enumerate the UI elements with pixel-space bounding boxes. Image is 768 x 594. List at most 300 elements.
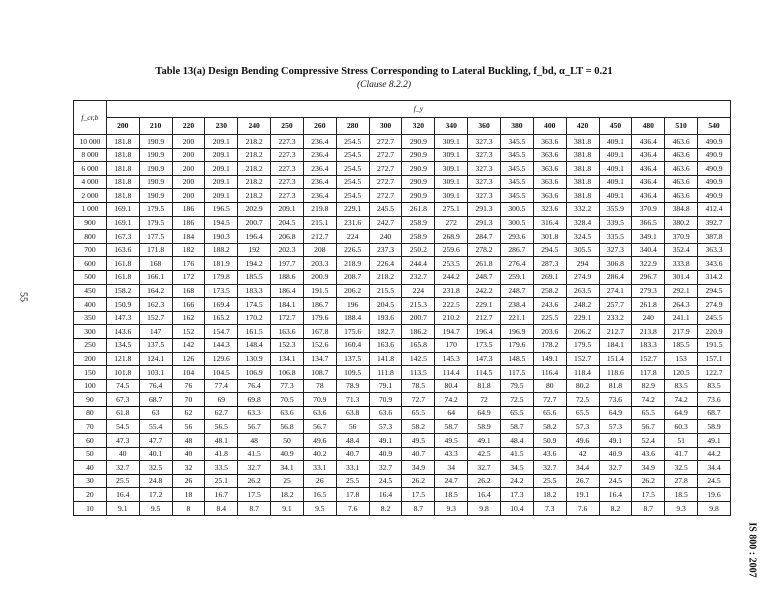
table-cell: 227.3 xyxy=(271,135,304,149)
table-row xyxy=(74,474,731,488)
row-label-fcr: 60 xyxy=(74,434,107,448)
table-cell: 196 xyxy=(336,298,369,312)
standard-label: IS 800 : 2007 xyxy=(746,522,758,578)
table-cell: 81.8 xyxy=(599,379,632,393)
table-cell: 222.5 xyxy=(435,298,468,312)
table-cell: 240 xyxy=(369,230,402,244)
table-cell: 49.1 xyxy=(599,434,632,448)
table-cell: 49.1 xyxy=(698,434,731,448)
row-label-fcr: 90 xyxy=(74,393,107,407)
table-cell: 58.2 xyxy=(533,420,566,434)
table-cell: 179.6 xyxy=(500,338,533,352)
table-row xyxy=(74,257,731,271)
table-cell: 409.1 xyxy=(599,189,632,203)
table-body xyxy=(74,135,731,516)
table-cell: 17.2 xyxy=(139,488,172,502)
table-row xyxy=(74,325,731,339)
table-cell: 258.9 xyxy=(402,230,435,244)
table-cell: 259.6 xyxy=(435,243,468,257)
row-label-fcr: 150 xyxy=(74,366,107,380)
table-cell: 236.4 xyxy=(303,135,336,149)
table-cell: 363.6 xyxy=(533,162,566,176)
table-cell: 272 xyxy=(435,216,468,230)
table-cell: 9.1 xyxy=(106,502,139,516)
table-cell: 160.4 xyxy=(336,338,369,352)
table-cell: 41.5 xyxy=(238,447,271,461)
table-cell: 72 xyxy=(468,393,501,407)
table-cell: 58.9 xyxy=(698,420,731,434)
table-cell: 143.6 xyxy=(106,325,139,339)
table-cell: 218.2 xyxy=(238,189,271,203)
table-cell: 245.5 xyxy=(369,202,402,216)
table-cell: 50 xyxy=(271,434,304,448)
table-cell: 191.5 xyxy=(698,338,731,352)
table-cell: 154.7 xyxy=(205,325,238,339)
table-cell: 274.9 xyxy=(566,270,599,284)
table-cell: 175.6 xyxy=(336,325,369,339)
table-cell: 381.8 xyxy=(566,189,599,203)
table-cell: 101.8 xyxy=(106,366,139,380)
table-cell: 182.7 xyxy=(369,325,402,339)
table-row xyxy=(74,189,731,203)
table-cell: 49.5 xyxy=(402,434,435,448)
table-cell: 200 xyxy=(172,135,205,149)
table-cell: 409.1 xyxy=(599,135,632,149)
table-cell: 363.6 xyxy=(533,189,566,203)
table-cell: 212.7 xyxy=(599,325,632,339)
table-cell: 381.8 xyxy=(566,135,599,149)
table-cell: 152.3 xyxy=(271,338,304,352)
table-cell: 150.9 xyxy=(106,298,139,312)
table-cell: 170 xyxy=(435,338,468,352)
table-cell: 142.5 xyxy=(402,352,435,366)
table-cell: 56 xyxy=(172,420,205,434)
table-row xyxy=(74,502,731,516)
table-cell: 16.4 xyxy=(369,488,402,502)
table-cell: 333.8 xyxy=(665,257,698,271)
table-cell: 9.5 xyxy=(303,502,336,516)
table-cell: 218.2 xyxy=(238,148,271,162)
col-header-fy: 220 xyxy=(172,118,205,135)
table-cell: 293.6 xyxy=(500,230,533,244)
table-cell: 185.5 xyxy=(665,338,698,352)
table-cell: 206.8 xyxy=(271,230,304,244)
table-cell: 164.2 xyxy=(139,284,172,298)
table-cell: 258.2 xyxy=(533,284,566,298)
table-cell: 181.8 xyxy=(106,175,139,189)
table-cell: 272.7 xyxy=(369,148,402,162)
table-cell: 204.5 xyxy=(271,216,304,230)
row-label-fcr: 800 xyxy=(74,230,107,244)
table-cell: 490.9 xyxy=(698,148,731,162)
table-cell: 18.5 xyxy=(665,488,698,502)
table-cell: 41.5 xyxy=(500,447,533,461)
row-label-fcr: 100 xyxy=(74,379,107,393)
table-cell: 227.3 xyxy=(271,175,304,189)
table-cell: 171.8 xyxy=(139,243,172,257)
table-cell: 56.8 xyxy=(271,420,304,434)
table-cell: 17.5 xyxy=(402,488,435,502)
table-cell: 26 xyxy=(172,474,205,488)
table-cell: 17.3 xyxy=(500,488,533,502)
table-cell: 345.5 xyxy=(500,162,533,176)
row-label-fcr: 900 xyxy=(74,216,107,230)
table-cell: 82.9 xyxy=(632,379,665,393)
table-cell: 327.3 xyxy=(468,189,501,203)
table-cell: 381.8 xyxy=(566,162,599,176)
table-cell: 32.7 xyxy=(533,461,566,475)
table-row xyxy=(74,406,731,420)
col-header-fy: 240 xyxy=(238,118,271,135)
table-cell: 60.3 xyxy=(665,420,698,434)
table-cell: 161.8 xyxy=(106,270,139,284)
table-cell: 170.2 xyxy=(238,311,271,325)
table-cell: 229.1 xyxy=(468,298,501,312)
table-cell: 33.1 xyxy=(303,461,336,475)
table-cell: 181.9 xyxy=(205,257,238,271)
table-cell: 366.5 xyxy=(632,216,665,230)
table-cell: 27.8 xyxy=(665,474,698,488)
table-cell: 114.5 xyxy=(468,366,501,380)
table-cell: 32.7 xyxy=(106,461,139,475)
table-cell: 436.4 xyxy=(632,175,665,189)
table-cell: 34 xyxy=(435,461,468,475)
table-cell: 200 xyxy=(172,189,205,203)
table-cell: 70.9 xyxy=(303,393,336,407)
table-cell: 8.7 xyxy=(238,502,271,516)
table-cell: 300.5 xyxy=(500,216,533,230)
table-cell: 103.1 xyxy=(139,366,172,380)
table-cell: 78.9 xyxy=(336,379,369,393)
table-cell: 41.7 xyxy=(665,447,698,461)
table-cell: 203.3 xyxy=(303,257,336,271)
table-row xyxy=(74,175,731,189)
table-cell: 7.6 xyxy=(336,502,369,516)
table-cell: 261.8 xyxy=(468,257,501,271)
table-cell: 17.5 xyxy=(632,488,665,502)
row-label-fcr: 700 xyxy=(74,243,107,257)
table-cell: 309.1 xyxy=(435,162,468,176)
table-cell: 166 xyxy=(172,298,205,312)
table-row xyxy=(74,230,731,244)
table-cell: 188.2 xyxy=(205,243,238,257)
table-cell: 345.5 xyxy=(500,189,533,203)
table-cell: 490.9 xyxy=(698,189,731,203)
table-cell: 40.1 xyxy=(139,447,172,461)
table-cell: 9.5 xyxy=(139,502,172,516)
table-cell: 209.1 xyxy=(205,135,238,149)
table-cell: 32.7 xyxy=(468,461,501,475)
table-cell: 26.2 xyxy=(468,474,501,488)
table-cell: 24.7 xyxy=(435,474,468,488)
clause-reference: (Clause 8.2.2) xyxy=(356,80,412,90)
table-cell: 181.8 xyxy=(106,148,139,162)
col-header-fy: 260 xyxy=(303,118,336,135)
table-cell: 182 xyxy=(172,243,205,257)
col-header-fy: 250 xyxy=(271,118,304,135)
table-cell: 9.8 xyxy=(698,502,731,516)
table-cell: 186 xyxy=(172,216,205,230)
table-cell: 40 xyxy=(172,447,205,461)
table-cell: 363.6 xyxy=(533,135,566,149)
table-cell: 47.7 xyxy=(139,434,172,448)
row-label-fcr: 6 000 xyxy=(74,162,107,176)
row-label-fcr: 70 xyxy=(74,420,107,434)
table-cell: 151.4 xyxy=(599,352,632,366)
table-cell: 134.1 xyxy=(271,352,304,366)
table-cell: 190.9 xyxy=(139,148,172,162)
table-cell: 240 xyxy=(632,311,665,325)
table-row xyxy=(74,311,731,325)
table-cell: 51 xyxy=(665,434,698,448)
col-header-fy: 230 xyxy=(205,118,238,135)
table-cell: 327.3 xyxy=(468,162,501,176)
table-cell: 8.7 xyxy=(632,502,665,516)
table-cell: 9.3 xyxy=(435,502,468,516)
table-cell: 10.4 xyxy=(500,502,533,516)
table-row xyxy=(74,162,731,176)
table-cell: 18.5 xyxy=(435,488,468,502)
table-row xyxy=(74,379,731,393)
table-cell: 279.3 xyxy=(632,284,665,298)
table-cell: 162 xyxy=(172,311,205,325)
table-cell: 224 xyxy=(336,230,369,244)
table-cell: 209.1 xyxy=(205,148,238,162)
table-cell: 167.3 xyxy=(106,230,139,244)
table-cell: 209.1 xyxy=(205,189,238,203)
table-cell: 215.5 xyxy=(369,284,402,298)
table-cell: 409.1 xyxy=(599,148,632,162)
table-cell: 380.2 xyxy=(665,216,698,230)
table-cell: 245.5 xyxy=(698,311,731,325)
table-cell: 261.8 xyxy=(632,298,665,312)
table-cell: 168 xyxy=(139,257,172,271)
table-cell: 229.1 xyxy=(336,202,369,216)
row-label-fcr: 300 xyxy=(74,325,107,339)
table-cell: 213.8 xyxy=(632,325,665,339)
table-cell: 327.3 xyxy=(599,243,632,257)
table-cell: 261.8 xyxy=(402,202,435,216)
table-cell: 81.8 xyxy=(468,379,501,393)
table-cell: 204.5 xyxy=(369,298,402,312)
table-cell: 490.9 xyxy=(698,175,731,189)
col-group-header-fy: f_y xyxy=(106,101,730,118)
row-label-fcr: 400 xyxy=(74,298,107,312)
table-cell: 169.1 xyxy=(106,216,139,230)
table-cell: 80.2 xyxy=(566,379,599,393)
table-cell: 208.7 xyxy=(336,270,369,284)
table-cell: 72.5 xyxy=(500,393,533,407)
table-cell: 124.1 xyxy=(139,352,172,366)
page-number: 55 xyxy=(17,292,29,302)
table-cell: 221.1 xyxy=(500,311,533,325)
table-cell: 370.9 xyxy=(665,230,698,244)
table-cell: 117.8 xyxy=(632,366,665,380)
table-cell: 74.2 xyxy=(665,393,698,407)
table-cell: 65.6 xyxy=(533,406,566,420)
table-row xyxy=(74,461,731,475)
header-row-fy-values xyxy=(74,118,731,135)
table-cell: 16.4 xyxy=(468,488,501,502)
table-cell: 64.9 xyxy=(665,406,698,420)
table-cell: 40.9 xyxy=(369,447,402,461)
table-cell: 40.7 xyxy=(402,447,435,461)
table-cell: 161.5 xyxy=(238,325,271,339)
table-cell: 169.4 xyxy=(205,298,238,312)
table-cell: 212.7 xyxy=(303,230,336,244)
table-cell: 104.5 xyxy=(205,366,238,380)
row-label-fcr: 600 xyxy=(74,257,107,271)
col-header-fy: 510 xyxy=(665,118,698,135)
table-cell: 225.5 xyxy=(533,311,566,325)
table-cell: 33.1 xyxy=(336,461,369,475)
table-cell: 345.5 xyxy=(500,175,533,189)
table-cell: 7.6 xyxy=(566,502,599,516)
table-cell: 32.7 xyxy=(599,461,632,475)
table-cell: 264.3 xyxy=(665,298,698,312)
table-cell: 16.4 xyxy=(106,488,139,502)
table-cell: 244.4 xyxy=(402,257,435,271)
row-label-fcr: 4 000 xyxy=(74,175,107,189)
table-cell: 436.4 xyxy=(632,148,665,162)
table-cell: 206.2 xyxy=(336,284,369,298)
table-cell: 58.7 xyxy=(435,420,468,434)
table-cell: 226.4 xyxy=(369,257,402,271)
table-row xyxy=(74,366,731,380)
table-cell: 392.7 xyxy=(698,216,731,230)
table-cell: 236.4 xyxy=(303,148,336,162)
table-cell: 343.6 xyxy=(698,257,731,271)
table-cell: 24.5 xyxy=(599,474,632,488)
table-cell: 48 xyxy=(172,434,205,448)
table-cell: 242.2 xyxy=(468,284,501,298)
table-cell: 174.5 xyxy=(238,298,271,312)
table-cell: 54.5 xyxy=(106,420,139,434)
table-cell: 76 xyxy=(172,379,205,393)
row-label-fcr: 20 xyxy=(74,488,107,502)
table-cell: 44.2 xyxy=(698,447,731,461)
table-cell: 34.4 xyxy=(698,461,731,475)
table-cell: 63.3 xyxy=(238,406,271,420)
col-header-fy: 400 xyxy=(533,118,566,135)
row-label-fcr: 200 xyxy=(74,352,107,366)
table-cell: 70 xyxy=(172,393,205,407)
table-cell: 209.1 xyxy=(205,175,238,189)
table-cell: 121.8 xyxy=(106,352,139,366)
table-cell: 269.1 xyxy=(533,270,566,284)
table-cell: 167.8 xyxy=(303,325,336,339)
table-cell: 227.3 xyxy=(271,189,304,203)
table-row xyxy=(74,488,731,502)
table-cell: 200 xyxy=(172,148,205,162)
row-label-fcr: 50 xyxy=(74,447,107,461)
table-cell: 200 xyxy=(172,162,205,176)
table-cell: 436.4 xyxy=(632,135,665,149)
table-cell: 42.5 xyxy=(468,447,501,461)
table-row xyxy=(74,447,731,461)
table-cell: 33.5 xyxy=(205,461,238,475)
table-cell: 104 xyxy=(172,366,205,380)
table-cell: 16.5 xyxy=(303,488,336,502)
table-cell: 287.3 xyxy=(533,257,566,271)
table-cell: 193.6 xyxy=(369,311,402,325)
table-cell: 18 xyxy=(172,488,205,502)
table-cell: 49.1 xyxy=(468,434,501,448)
table-cell: 34.9 xyxy=(632,461,665,475)
table-cell: 165.8 xyxy=(402,338,435,352)
table-cell: 152.6 xyxy=(303,338,336,352)
table-cell: 168 xyxy=(172,284,205,298)
table-cell: 231.8 xyxy=(435,284,468,298)
table-cell: 363.3 xyxy=(698,243,731,257)
table-cell: 345.5 xyxy=(500,135,533,149)
table-cell: 40.9 xyxy=(271,447,304,461)
table-cell: 327.3 xyxy=(468,175,501,189)
header-row-group xyxy=(74,101,731,118)
table-cell: 24.8 xyxy=(139,474,172,488)
table-cell: 32 xyxy=(172,461,205,475)
table-cell: 409.1 xyxy=(599,162,632,176)
table-cell: 7.3 xyxy=(533,502,566,516)
table-cell: 48 xyxy=(238,434,271,448)
table-cell: 106.9 xyxy=(238,366,271,380)
table-cell: 8.2 xyxy=(599,502,632,516)
table-cell: 227.3 xyxy=(271,162,304,176)
table-cell: 8.4 xyxy=(205,502,238,516)
table-cell: 176 xyxy=(172,257,205,271)
table-cell: 248.7 xyxy=(468,270,501,284)
table-row xyxy=(74,202,731,216)
table-cell: 229.1 xyxy=(566,311,599,325)
table-cell: 118.4 xyxy=(566,366,599,380)
row-label-fcr: 350 xyxy=(74,311,107,325)
col-header-fy: 420 xyxy=(566,118,599,135)
table-cell: 74.2 xyxy=(632,393,665,407)
table-cell: 72.7 xyxy=(533,393,566,407)
table-cell: 290.9 xyxy=(402,135,435,149)
col-header-fy: 480 xyxy=(632,118,665,135)
table-row xyxy=(74,284,731,298)
table-cell: 43.3 xyxy=(435,447,468,461)
table-cell: 49.5 xyxy=(435,434,468,448)
table-cell: 226.5 xyxy=(336,243,369,257)
col-header-fy: 210 xyxy=(139,118,172,135)
table-cell: 200.7 xyxy=(402,311,435,325)
table-cell: 409.1 xyxy=(599,175,632,189)
table-cell: 208 xyxy=(303,243,336,257)
table-cell: 18.2 xyxy=(271,488,304,502)
table-cell: 324.5 xyxy=(566,230,599,244)
table-cell: 290.9 xyxy=(402,189,435,203)
table-cell: 64 xyxy=(435,406,468,420)
table-cell: 24.5 xyxy=(369,474,402,488)
table-cell: 108.7 xyxy=(303,366,336,380)
table-cell: 141.8 xyxy=(369,352,402,366)
table-cell: 463.6 xyxy=(665,175,698,189)
table-cell: 242.7 xyxy=(369,216,402,230)
table-cell: 72.7 xyxy=(402,393,435,407)
table-cell: 34.4 xyxy=(566,461,599,475)
row-label-fcr: 8 000 xyxy=(74,148,107,162)
table-cell: 8.2 xyxy=(369,502,402,516)
table-cell: 190.9 xyxy=(139,175,172,189)
table-cell: 34.5 xyxy=(500,461,533,475)
table-cell: 490.9 xyxy=(698,135,731,149)
col-header-fy: 200 xyxy=(106,118,139,135)
table-cell: 120.5 xyxy=(665,366,698,380)
row-label-fcr: 500 xyxy=(74,270,107,284)
table-row xyxy=(74,352,731,366)
